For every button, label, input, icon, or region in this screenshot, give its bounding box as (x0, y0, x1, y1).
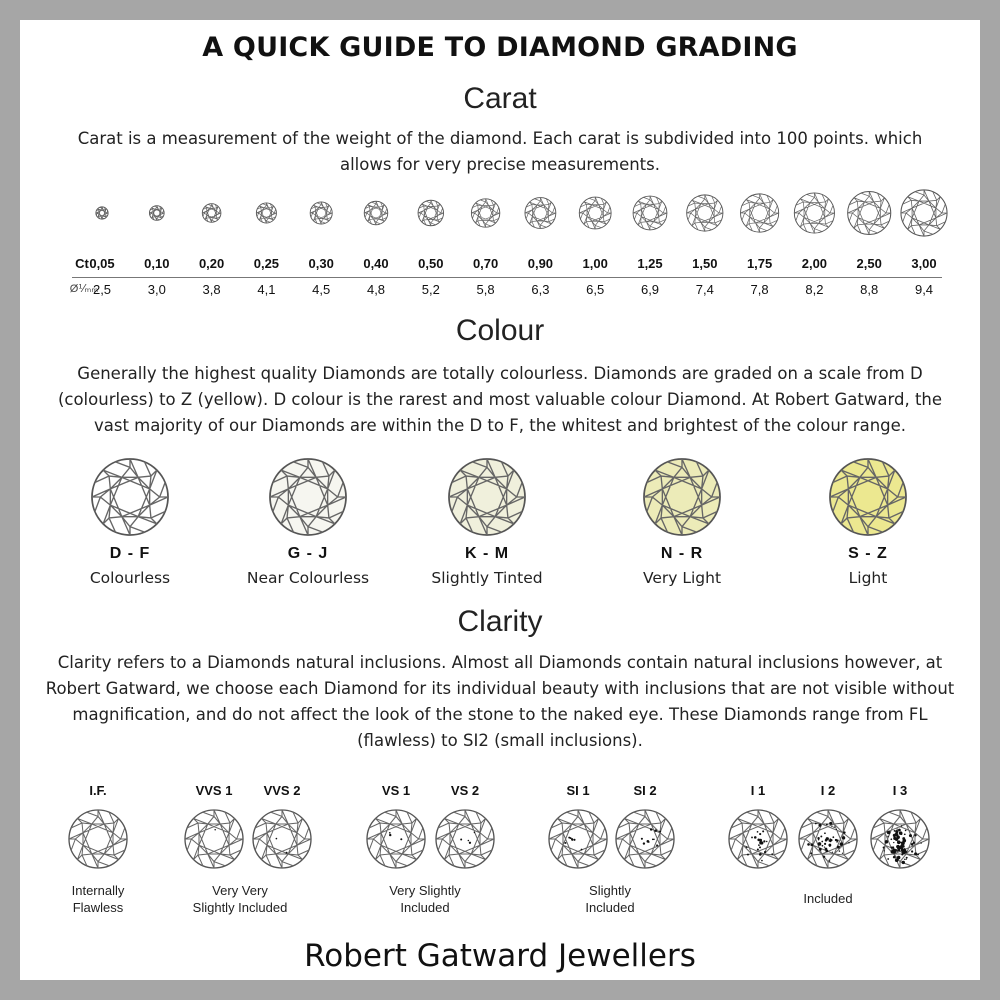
carat-diameter-value: 4,8 (366, 282, 386, 297)
diameter-mm-label: Ø⅟ₘₘ (69, 283, 99, 295)
colour-grade-description: Near Colourless (246, 569, 370, 587)
carat-diameter-value: 2,5 (92, 282, 112, 297)
colour-grade-description: Slightly Tinted (431, 569, 543, 587)
carat-description-line: allows for very precise measurements. (339, 155, 660, 174)
clarity-group-description (803, 890, 852, 907)
clarity-diamond-9 (871, 810, 929, 868)
carat-diameter-value: 4,5 (312, 282, 331, 297)
clarity-grade-code: I 3 (892, 783, 908, 798)
colour-grade-item (387, 545, 587, 587)
carat-diameter-value: 5,2 (421, 282, 440, 297)
carat-weight-value: 0,70 (472, 256, 499, 271)
colour-grade-item (208, 545, 408, 587)
clarity-description-line: (flawless) to SI2 (small inclusions). (357, 731, 643, 750)
carat-description-line: Carat is a measurement of the weight of the diamond. Each carat is subdivided into 100 points. which (77, 129, 923, 148)
colour-diamond-3 (644, 459, 720, 535)
carat-weight-value: 0,40 (363, 256, 389, 271)
clarity-grade-code: I.F. (89, 783, 107, 798)
colour-grade-description: Very Light (642, 569, 722, 587)
carat-diamond-10 (633, 196, 667, 230)
carat-diamond-11 (687, 195, 723, 231)
clarity-diamond-1 (185, 810, 243, 868)
carat-weight-value: 2,00 (801, 256, 828, 271)
carat-weight-value: 0,30 (308, 256, 334, 271)
carat-weight-value: 0,05 (89, 256, 115, 271)
colour-grade-description: Light (848, 569, 888, 587)
carat-diamond-4 (310, 202, 332, 224)
clarity-grade-code: SI 1 (566, 783, 590, 798)
carat-weight-value: 1,75 (746, 256, 773, 271)
carat-diamond-14 (848, 191, 891, 234)
footer-brand: Robert Gatward Jewellers (304, 938, 696, 974)
carat-weight-value: 0,50 (418, 256, 444, 271)
colour-scale-diamonds (20, 450, 980, 550)
colour-grade-code: S - Z (848, 545, 888, 562)
carat-diamond-9 (579, 197, 611, 229)
colour-heading: Colour (455, 314, 545, 347)
clarity-grade-code: VS 1 (381, 783, 411, 798)
carat-weight-value: 3,00 (911, 256, 937, 271)
clarity-heading: Clarity (457, 605, 543, 638)
carat-diamond-2 (202, 204, 221, 223)
carat-diamond-13 (794, 193, 834, 233)
clarity-description-line: Robert Gatward, we choose each Diamond for its individual beauty with inclusions that are not visible without (45, 679, 955, 698)
clarity-diamond-3 (367, 810, 425, 868)
carat-diameter-value: 3,0 (147, 282, 166, 297)
carat-diamond-3 (256, 203, 276, 223)
grading-guide-page (20, 20, 980, 980)
carat-diameter-value: 6,3 (531, 282, 550, 297)
colour-grade-code: N - R (660, 545, 704, 562)
carat-weight-value: 2,50 (856, 256, 882, 271)
carat-diameter-value: 6,5 (586, 282, 605, 297)
carat-heading: Carat (463, 82, 537, 115)
clarity-group-description (389, 882, 461, 916)
clarity-description-line: magnification, and do not affect the look of the stone to the naked eye. These Diamonds range from FL (72, 705, 928, 724)
carat-diameter-value: 7,4 (695, 282, 714, 297)
carat-diamond-12 (740, 194, 778, 232)
clarity-diamond-8 (799, 810, 857, 868)
colour-diamond-0 (92, 459, 168, 535)
clarity-diamond-0 (69, 810, 127, 868)
carat-weight-value: 0,25 (253, 256, 280, 271)
carat-diameter-value: 8,8 (860, 282, 879, 297)
clarity-grade-code: SI 2 (633, 783, 657, 798)
clarity-group-description (585, 882, 634, 916)
page-title: A QUICK GUIDE TO DIAMOND GRADING (202, 32, 798, 63)
carat-weights-row (72, 256, 942, 278)
carat-diameter-value: 6,9 (640, 282, 660, 297)
clarity-group-line: Very Slightly (389, 883, 461, 898)
carat-weight-value: 0,10 (144, 256, 170, 271)
carat-diamond-5 (364, 201, 388, 225)
clarity-grade-code: I 2 (820, 783, 836, 798)
carat-diamond-0 (96, 207, 108, 219)
colour-grade-code: D - F (109, 545, 151, 562)
clarity-group-line: Included (585, 900, 635, 915)
clarity-group-description (72, 882, 125, 916)
carat-diamond-1 (149, 206, 164, 221)
clarity-grade-code: I 1 (750, 783, 766, 798)
colour-description-line: vast majority of our Diamonds are within the D to F, the whitest and brightest of the colour range. (93, 416, 907, 435)
carat-diameter-value: 5,8 (476, 282, 495, 297)
clarity-group-line: Flawless (72, 900, 124, 915)
carat-table-divider (72, 277, 942, 278)
clarity-diamond-7 (729, 810, 787, 868)
carat-diamond-8 (525, 198, 556, 229)
carat-weight-value: 1,00 (582, 256, 608, 271)
carat-diamond-15 (901, 190, 947, 236)
colour-grade-item (768, 545, 968, 587)
carat-weight-value: 0,20 (198, 256, 225, 271)
carat-size-diamonds (20, 185, 980, 245)
clarity-group-line: Included (803, 891, 853, 906)
colour-description (20, 361, 980, 439)
clarity-group-description (193, 882, 288, 916)
clarity-scale-diamonds (20, 805, 980, 875)
carat-weight-value: 1,25 (637, 256, 663, 271)
clarity-group-line: Internally (71, 883, 125, 898)
carat-diamond-7 (471, 199, 499, 227)
colour-grade-description: Colourless (89, 569, 171, 587)
colour-grade-item (30, 545, 230, 587)
clarity-group-line: Included (400, 900, 450, 915)
clarity-grade-code: VS 2 (450, 783, 480, 798)
carat-diameter-value: 3,8 (202, 282, 221, 297)
clarity-grade-code: VVS 1 (195, 783, 233, 798)
carat-diameter-value: 8,2 (805, 282, 824, 297)
colour-diamond-4 (830, 459, 906, 535)
colour-diamond-2 (449, 459, 525, 535)
colour-description-line: (colourless) to Z (yellow). D colour is the rarest and most valuable colour Diamond. At Robert Gatward, the (57, 390, 943, 409)
ct-label: Ct (75, 256, 89, 271)
carat-weight-value: 1,50 (692, 256, 718, 271)
carat-description (20, 126, 980, 178)
carat-weight-value: 0,90 (527, 256, 554, 271)
clarity-group-line: Slightly (589, 883, 631, 898)
clarity-diamond-5 (549, 810, 607, 868)
colour-grade-item (582, 545, 782, 587)
carat-diameter-value: 7,8 (750, 282, 769, 297)
clarity-diamond-2 (253, 810, 311, 868)
carat-diameter-value: 4,1 (257, 282, 276, 297)
carat-diamond-6 (418, 200, 443, 225)
clarity-group-line: Slightly Included (192, 900, 288, 915)
clarity-diamond-4 (436, 810, 494, 868)
carat-diameters-row (69, 282, 942, 304)
clarity-grade-code: VVS 2 (263, 783, 301, 798)
colour-diamond-1 (270, 459, 346, 535)
clarity-description-line: Clarity refers to a Diamonds natural inclusions. Almost all Diamonds contain natural inclusions however, at (57, 653, 943, 672)
carat-diameter-value: 9,4 (914, 282, 934, 297)
colour-description-line: Generally the highest quality Diamonds are totally colourless. Diamonds are graded on a scale from D (77, 364, 923, 383)
colour-grade-code: G - J (287, 545, 329, 562)
clarity-diamond-6 (616, 810, 674, 868)
clarity-description (20, 650, 980, 754)
colour-grade-code: K - M (464, 545, 510, 562)
clarity-group-line: Very Very (212, 883, 268, 898)
